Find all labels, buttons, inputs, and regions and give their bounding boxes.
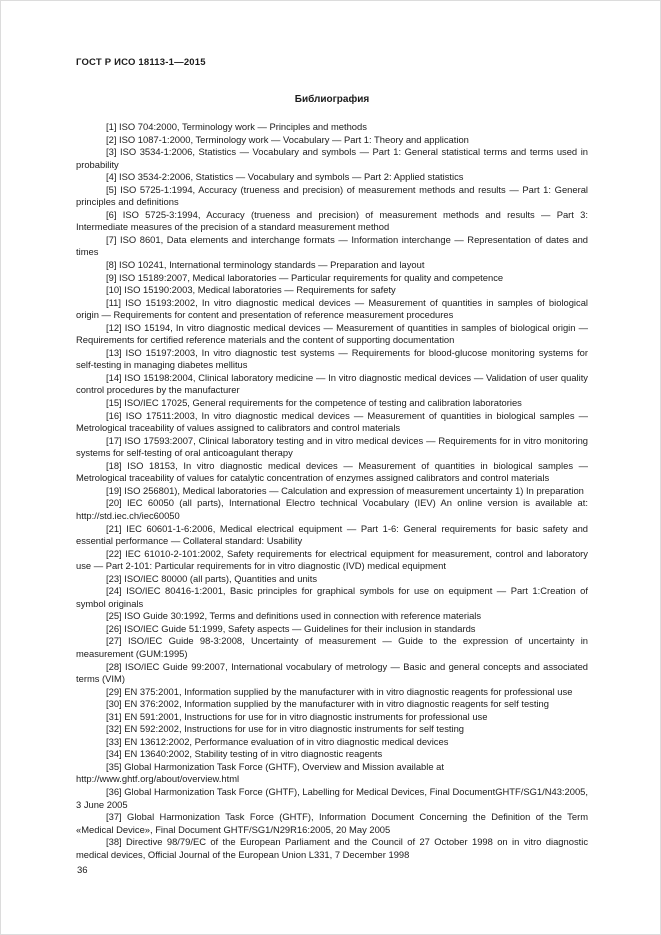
reference-text: ISO 256801), Medical laboratories — Calculation and expression of measurement uncertainty 1) In preparation xyxy=(124,484,584,496)
reference-number: [36] xyxy=(106,785,122,797)
reference-item xyxy=(76,272,588,285)
reference-item xyxy=(76,322,588,347)
reference-number: [18] xyxy=(106,459,122,471)
reference-text: ISO/IEC 80000 (all parts), Quantities and units xyxy=(124,572,318,584)
reference-item xyxy=(76,184,588,209)
reference-number: [24] xyxy=(106,585,122,597)
reference-text: ISO 18153, In vitro diagnostic medical devices — Measurement of quantities in biological samples — Metrological traceability of values for catalytic concentration of enzymes assigned calibrators and control materials xyxy=(76,459,589,484)
reference-item xyxy=(76,736,588,749)
reference-item xyxy=(76,460,588,485)
reference-number: [16] xyxy=(106,409,122,421)
reference-number: [21] xyxy=(106,522,122,534)
reference-item xyxy=(76,836,588,861)
reference-text: EN 591:2001, Instructions for use for in vitro diagnostic instruments for professional use xyxy=(124,710,488,722)
reference-item xyxy=(76,297,588,322)
reference-number: [26] xyxy=(106,622,122,634)
reference-number: [13] xyxy=(106,346,122,358)
reference-number: [6] xyxy=(106,208,117,220)
reference-text: ISO 704:2000, Terminology work — Principles and methods xyxy=(119,121,367,132)
reference-item xyxy=(76,171,588,184)
reference-text: EN 376:2002, Information supplied by the manufacturer with in vitro diagnostic reagents for self testing xyxy=(124,698,549,710)
reference-text: ISO/IEC 17025, General requirements for the competence of testing and calibration laboratories xyxy=(124,397,522,409)
reference-item xyxy=(76,661,588,686)
bibliography-title: Библиография xyxy=(294,94,370,105)
reference-text: ISO 15194, In vitro diagnostic medical devices — Measurement of quantities in samples of biological origin — Requirements for certified reference materials and the content of supporting documentation xyxy=(76,321,588,346)
reference-number: [23] xyxy=(106,572,122,584)
reference-text: Directive 98/79/EC of the European Parliament and the Council of 27 October 1998 on in vitro diagnostic medical devices, Official Journal of the European Union L331, 7 December 1998 xyxy=(76,836,589,860)
reference-number: [27] xyxy=(106,635,122,647)
reference-text: ISO/IEC Guide 98-3:2008, Uncertainty of measurement — Guide to the expression of uncertainty in measurement (GUM:1995) xyxy=(76,635,588,659)
reference-text: ISO 17511:2003, In vitro diagnostic medical devices — Measurement of quantities in biological samples — Metrological traceability of values assigned to calibrators and control materials xyxy=(76,409,588,434)
reference-item xyxy=(76,786,588,811)
reference-text: IEC 60050 (all parts), International Electro technical Vocabulary (IEV) An online version is available at: http://std.iec.ch/iec60050 xyxy=(76,497,588,521)
reference-number: [15] xyxy=(106,397,122,409)
reference-item xyxy=(76,497,588,522)
reference-number: [22] xyxy=(106,547,122,559)
reference-item xyxy=(76,748,588,761)
reference-number: [28] xyxy=(106,660,122,672)
reference-item xyxy=(76,284,588,297)
reference-item xyxy=(76,686,588,699)
reference-text: ISO 15197:2003, In vitro diagnostic test systems — Requirements for blood-glucose monitoring systems for self-testing in managing diabetes mellitus xyxy=(76,346,588,371)
reference-item xyxy=(76,723,588,736)
reference-number: [17] xyxy=(106,434,122,446)
reference-text: ISO 15193:2002, In vitro diagnostic medical devices — Measurement of quantities in samples of biological origin — Requirements for content and presentation of reference measurement procedures xyxy=(76,296,589,321)
reference-number: [11] xyxy=(106,296,121,308)
reference-item xyxy=(76,410,588,435)
reference-number: [14] xyxy=(106,371,122,383)
reference-text: ISO 3534-2:2006, Statistics — Vocabulary and symbols — Part 2: Applied statistics xyxy=(119,171,464,183)
reference-item xyxy=(76,698,588,711)
reference-text: EN 592:2002, Instructions for use for in vitro diagnostic instruments for self testing xyxy=(124,723,464,735)
document-code: ГОСТ Р ИСО 18113-1—2015 xyxy=(76,57,206,68)
reference-number: [35] xyxy=(106,760,122,772)
page-content xyxy=(76,57,588,861)
reference-url: http://www.ghtf.org/about/overview.html xyxy=(76,773,240,785)
reference-text: ISO 3534-1:2006, Statistics — Vocabulary and symbols — Part 1: General statistical terms and terms used in probability xyxy=(76,146,589,170)
reference-number: [20] xyxy=(106,497,122,509)
reference-number: [9] xyxy=(106,271,117,283)
reference-item xyxy=(76,761,588,786)
reference-text: ISO 8601, Data elements and interchange formats — Information interchange — Representation of dates and times xyxy=(76,233,588,258)
reference-number: [33] xyxy=(106,735,122,747)
reference-number: [3] xyxy=(106,146,117,158)
reference-text: ISO 15189:2007, Medical laboratories — Particular requirements for quality and competence xyxy=(119,271,504,283)
reference-item xyxy=(76,209,588,234)
reference-text: EN 13640:2002, Stability testing of in vitro diagnostic reagents xyxy=(124,748,383,760)
reference-item xyxy=(76,623,588,636)
reference-item xyxy=(76,523,588,548)
reference-number: [10] xyxy=(106,284,122,296)
reference-item xyxy=(76,347,588,372)
reference-text: ISO/IEC Guide 51:1999, Safety aspects — Guidelines for their inclusion in standards xyxy=(124,622,476,634)
reference-text: EN 375:2001, Information supplied by the manufacturer with in vitro diagnostic reagents for professional use xyxy=(124,685,573,697)
reference-number: [8] xyxy=(106,259,117,271)
reference-number: [32] xyxy=(106,723,122,735)
reference-item xyxy=(76,234,588,259)
reference-text: ISO Guide 30:1992, Terms and definitions used in connection with reference materials xyxy=(124,610,482,622)
reference-text: ISO 1087-1:2000, Terminology work — Vocabulary — Part 1: Theory and application xyxy=(119,133,469,145)
reference-number: [25] xyxy=(106,610,122,622)
reference-item xyxy=(76,435,588,460)
reference-text: IEC 60601-1-6:2006, Medical electrical equipment — Part 1-6: General requirements for basic safety and essential performance — Collateral standard: Usability xyxy=(76,522,589,547)
reference-number: [38] xyxy=(106,836,122,848)
reference-text: IEC 61010-2-101:2002, Safety requirements for electrical equipment for measurement, control and laboratory use — Part 2-101: Particular requirements for in vitro diagnostic (IVD) medical equipment xyxy=(76,547,588,572)
reference-text: ISO 5725-1:1994, Accuracy (trueness and precision) of measurement methods and results — Part 1: General principles and definitions xyxy=(76,183,589,208)
reference-text: Global Harmonization Task Force (GHTF), Labelling for Medical Devices, Final DocumentGHTF/SG1/N43:2005, 3 June 2005 xyxy=(76,785,588,810)
reference-item xyxy=(76,146,588,171)
reference-text: ISO/IEC Guide 99:2007, International vocabulary of metrology — Basic and general concepts and associated terms (VIM) xyxy=(76,660,588,685)
reference-item xyxy=(76,585,588,610)
reference-text: ISO 5725-3:1994, Accuracy (trueness and precision) of measurement methods and results — Part 3: Intermediate measures of the precision of a standard measurement method xyxy=(76,208,588,233)
reference-item xyxy=(76,610,588,623)
reference-text: ISO 15198:2004, Clinical laboratory medicine — In vitro diagnostic medical devices — Validation of user quality control procedures by the manufacturer xyxy=(76,371,588,396)
reference-text: ISO 15190:2003, Medical laboratories — Requirements for safety xyxy=(124,284,396,296)
reference-number: [29] xyxy=(106,685,122,697)
reference-item xyxy=(76,635,588,660)
reference-number: [31] xyxy=(106,710,122,722)
references-list xyxy=(76,121,588,861)
reference-number: [30] xyxy=(106,698,122,710)
reference-text: ISO 17593:2007, Clinical laboratory testing and in vitro medical devices — Requirements for in vitro monitoring systems for self-testing of oral anticoagulant therapy xyxy=(76,434,589,459)
reference-item xyxy=(76,573,588,586)
reference-number: [19] xyxy=(106,484,122,496)
reference-number: [7] xyxy=(106,233,117,245)
reference-item xyxy=(76,811,588,836)
reference-text: Global Harmonization Task Force (GHTF), Information Document Concerning the Definition of the Term «Medical Device», Final Document GHTF/SG1/N29R16:2005, 20 May 2005 xyxy=(76,811,588,835)
reference-number: [34] xyxy=(106,748,122,760)
reference-number: [12] xyxy=(106,321,122,333)
reference-item xyxy=(76,121,588,134)
reference-number: [4] xyxy=(106,171,117,183)
reference-item xyxy=(76,372,588,397)
reference-item xyxy=(76,259,588,272)
reference-text: EN 13612:2002, Performance evaluation of in vitro diagnostic medical devices xyxy=(124,735,449,747)
reference-number: [5] xyxy=(106,183,117,195)
reference-number: [2] xyxy=(106,133,117,145)
reference-item xyxy=(76,397,588,410)
reference-item xyxy=(76,548,588,573)
reference-item xyxy=(76,485,588,498)
reference-item xyxy=(76,711,588,724)
page-number: 36 xyxy=(77,865,88,876)
reference-number: [37] xyxy=(106,811,122,823)
reference-text: ISO/IEC 80416-1:2001, Basic principles for graphical symbols for use on equipment — Part 1:Creation of symbol originals xyxy=(76,585,588,609)
reference-text: Global Harmonization Task Force (GHTF), Overview and Mission available at xyxy=(124,760,444,772)
reference-item xyxy=(76,134,588,147)
reference-number: [1] xyxy=(106,121,117,132)
reference-text: ISO 10241, International terminology standards — Preparation and layout xyxy=(119,259,425,271)
